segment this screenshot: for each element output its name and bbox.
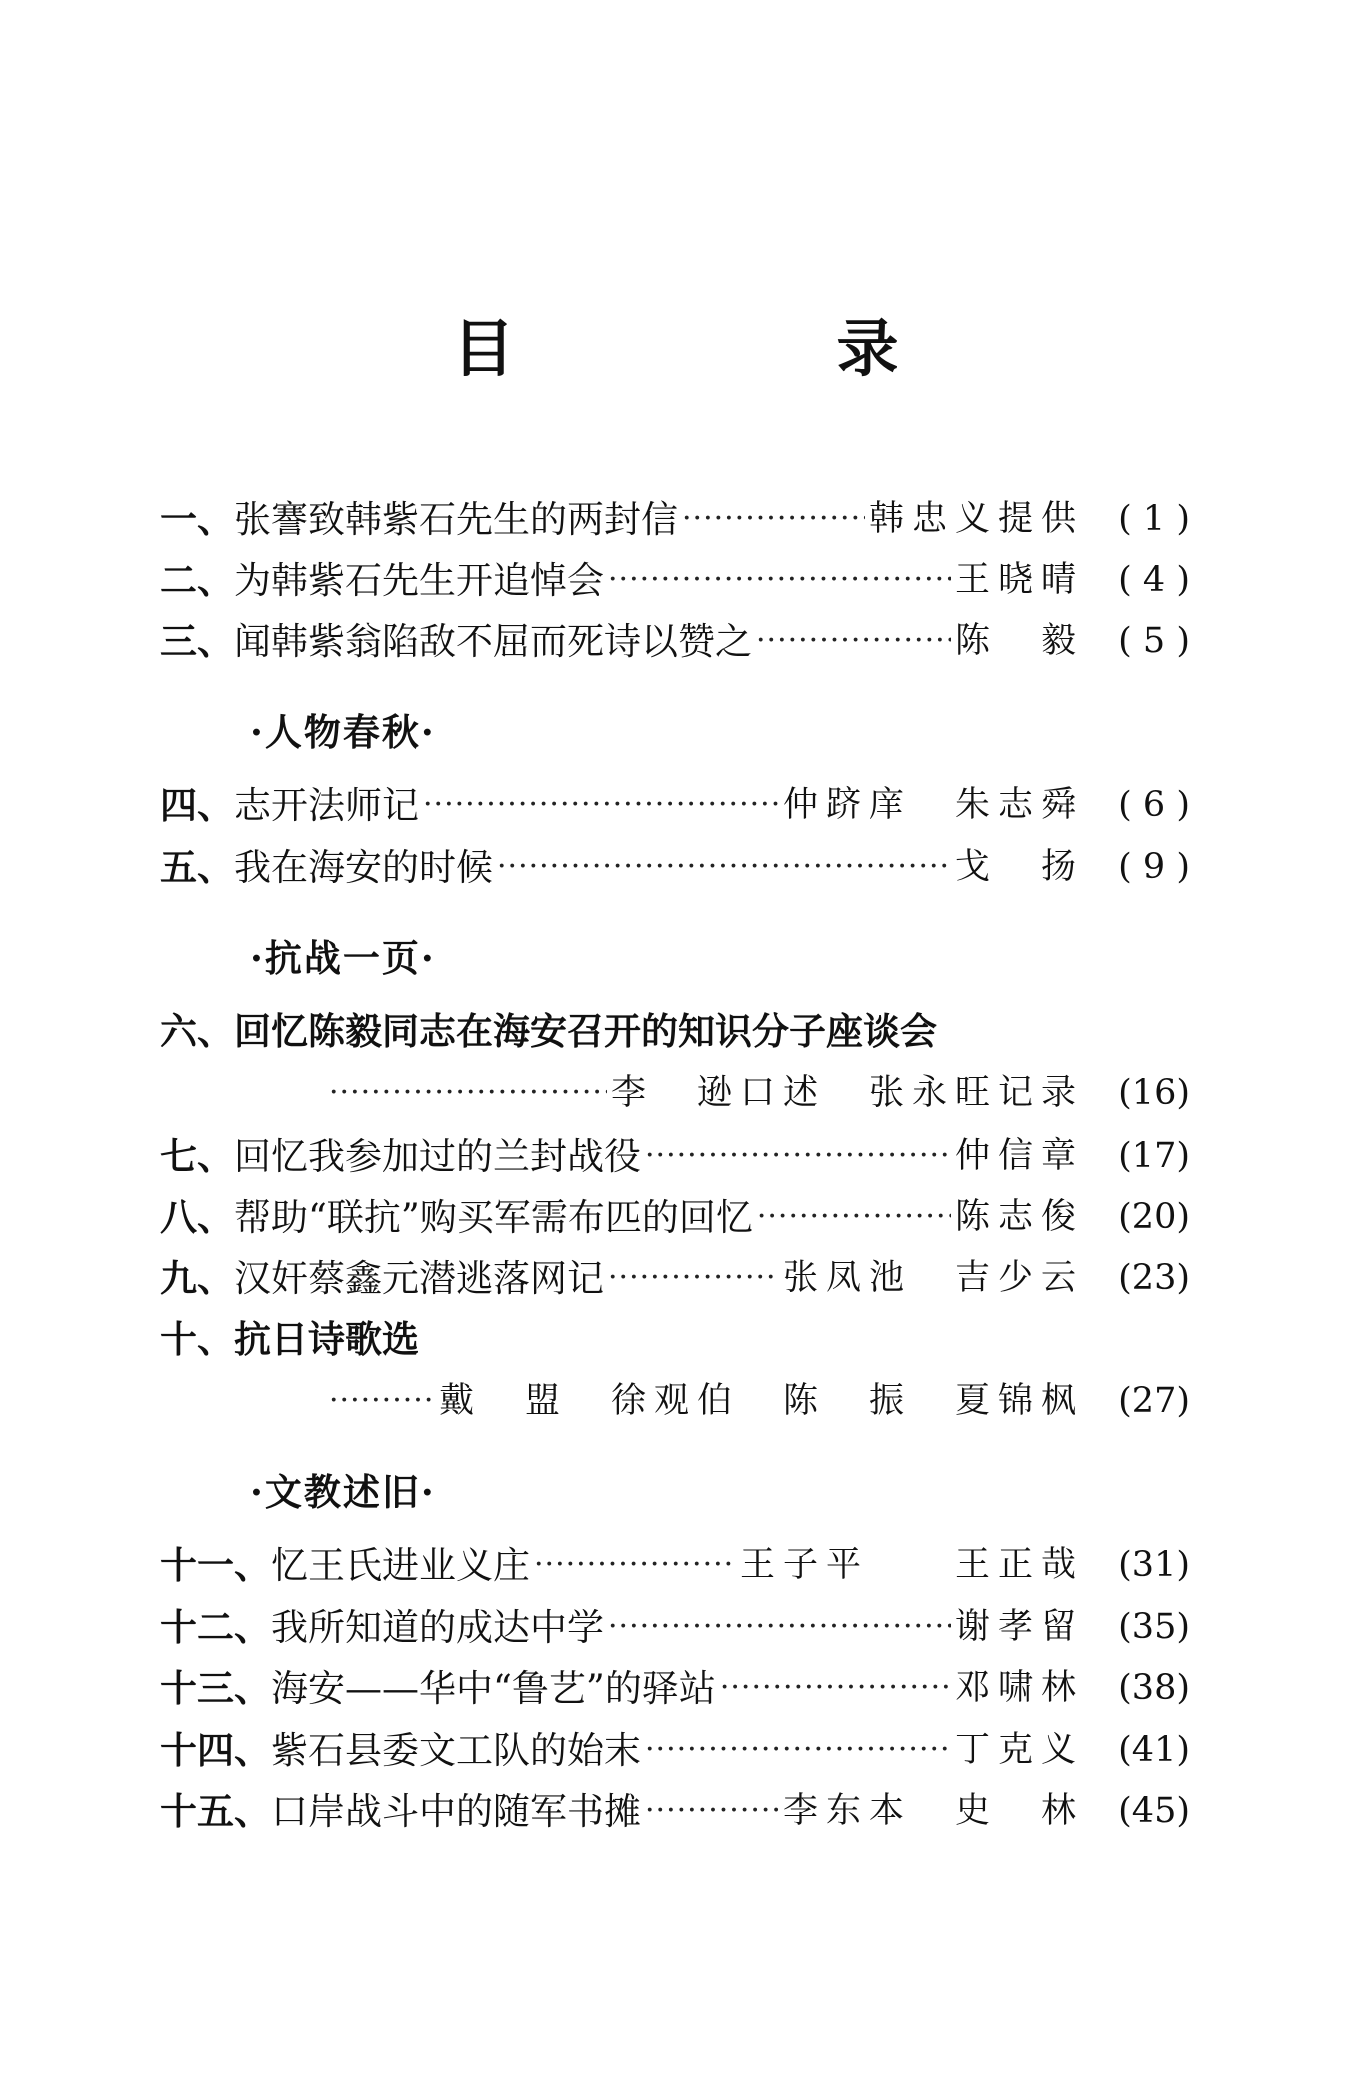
- entry-title: 回忆我参加过的兰封战役: [234, 1134, 641, 1178]
- entry-number: 一、: [160, 496, 234, 541]
- entry-page: ( 9 ): [1118, 846, 1190, 887]
- leader-dots: [720, 1673, 951, 1703]
- entry-title: 志开法师记: [234, 783, 419, 827]
- leader-dots: [497, 852, 951, 882]
- entry-number: 十三、: [160, 1665, 271, 1710]
- entry-title: 我在海安的时候: [234, 845, 493, 889]
- entry-page: ( 5 ): [1118, 620, 1190, 661]
- toc-entry: [160, 553, 1190, 607]
- leader-dots: [608, 565, 951, 595]
- entry-number: 六、: [160, 1008, 234, 1053]
- entry-author: 张凤池 吉少云: [782, 1257, 1084, 1298]
- entry-title: 汉奸蔡鑫元潜逃落网记: [234, 1256, 604, 1300]
- toc-entry-continuation: [325, 1066, 1190, 1120]
- page-title: 目 录: [452, 312, 1029, 385]
- entry-title: 忆王氏进业义庄: [271, 1543, 530, 1587]
- leader-dots: [608, 1612, 951, 1642]
- entry-author: 仲信章: [954, 1135, 1084, 1176]
- entry-page: (41): [1118, 1729, 1190, 1770]
- toc-entry: [160, 1661, 1190, 1715]
- entry-page: ( 1 ): [1118, 498, 1190, 539]
- entry-author: 李东本 史 林: [782, 1790, 1084, 1831]
- entry-title: 为韩紫石先生开追悼会: [234, 558, 604, 602]
- entry-number: 五、: [160, 844, 234, 889]
- leader-dots: [645, 1796, 779, 1826]
- leader-dots: [534, 1550, 736, 1580]
- entry-title: 紫石县委文工队的始末: [271, 1728, 641, 1772]
- entry-number: 九、: [160, 1255, 234, 1300]
- entry-number: 十二、: [160, 1604, 271, 1649]
- leader-dots: [645, 1141, 951, 1171]
- entry-author: 陈 毅: [954, 620, 1084, 661]
- entry-number: 七、: [160, 1133, 234, 1178]
- entry-author: 王晓晴: [954, 559, 1084, 600]
- leader-dots: [329, 1078, 607, 1108]
- entry-author: 王子平 王正哉: [739, 1544, 1084, 1585]
- leader-dots: [756, 626, 951, 656]
- entry-title: 帮助“联抗”购买军需布匹的回忆: [234, 1195, 753, 1239]
- leader-dots: [329, 1386, 435, 1416]
- entry-number: 十四、: [160, 1727, 271, 1772]
- entry-title: 口岸战斗中的随军书摊: [271, 1789, 641, 1833]
- entry-title: 回忆陈毅同志在海安召开的知识分子座谈会: [234, 1008, 937, 1053]
- entry-page: (45): [1118, 1790, 1190, 1831]
- entry-author: 谢孝留: [954, 1606, 1084, 1647]
- entry-author: 丁克义: [954, 1729, 1084, 1770]
- entry-page: (27): [1118, 1380, 1190, 1421]
- leader-dots: [608, 1263, 779, 1293]
- toc-entry: [160, 1723, 1190, 1777]
- entry-page: (23): [1118, 1257, 1190, 1298]
- entry-author: 戈 扬: [954, 846, 1084, 887]
- toc-entry: [160, 1312, 1190, 1366]
- toc-entry: [160, 1538, 1190, 1592]
- toc-entry: [160, 840, 1190, 894]
- toc-entry: [160, 1784, 1190, 1838]
- entry-author: 戴 盟 徐观伯 陈 振 夏锦枫: [438, 1380, 1084, 1421]
- entry-number: 二、: [160, 557, 234, 602]
- leader-dots: [757, 1202, 951, 1232]
- entry-title: 抗日诗歌选: [234, 1316, 419, 1361]
- entry-title: 海安——华中“鲁艺”的驿站: [271, 1666, 716, 1710]
- entry-number: 十五、: [160, 1788, 271, 1833]
- entry-number: 十、: [160, 1316, 234, 1361]
- toc-entry: [160, 778, 1190, 832]
- entry-page: (38): [1118, 1667, 1190, 1708]
- entry-author: 韩忠义提供: [868, 498, 1084, 539]
- entry-title: 张謇致韩紫石先生的两封信: [234, 497, 678, 541]
- entry-title: 我所知道的成达中学: [271, 1605, 604, 1649]
- toc-entry: [160, 1129, 1190, 1183]
- entry-author: 李 逊口述 张永旺记录: [610, 1072, 1084, 1113]
- entry-number: 三、: [160, 618, 234, 663]
- entry-author: 邓啸林: [954, 1667, 1084, 1708]
- toc-entry: [160, 1251, 1190, 1305]
- entry-page: (20): [1118, 1196, 1190, 1237]
- entry-author: 仲跻庠 朱志舜: [782, 784, 1084, 825]
- entry-page: ( 4 ): [1118, 559, 1190, 600]
- toc-entry: [160, 1190, 1190, 1244]
- section-heading: ·文教述旧·: [250, 1470, 436, 1514]
- entry-number: 十一、: [160, 1542, 271, 1587]
- entry-page: (17): [1118, 1135, 1190, 1176]
- leader-dots: [645, 1735, 951, 1765]
- entry-number: 四、: [160, 782, 234, 827]
- entry-page: (31): [1118, 1544, 1190, 1585]
- entry-page: ( 6 ): [1118, 784, 1190, 825]
- section-heading: ·抗战一页·: [250, 936, 436, 980]
- toc-entry: [160, 1600, 1190, 1654]
- entry-page: (35): [1118, 1606, 1190, 1647]
- entry-author: 陈志俊: [954, 1196, 1084, 1237]
- entry-title: 闻韩紫翁陷敌不屈而死诗以赞之: [234, 619, 752, 663]
- toc-entry: [160, 1004, 1190, 1058]
- entry-page: (16): [1118, 1072, 1190, 1113]
- entry-number: 八、: [160, 1194, 234, 1239]
- section-heading: ·人物春秋·: [250, 710, 436, 754]
- leader-dots: [423, 790, 779, 820]
- leader-dots: [682, 504, 865, 534]
- toc-entry: [160, 492, 1190, 546]
- toc-entry-continuation: [325, 1374, 1190, 1428]
- toc-entry: [160, 614, 1190, 668]
